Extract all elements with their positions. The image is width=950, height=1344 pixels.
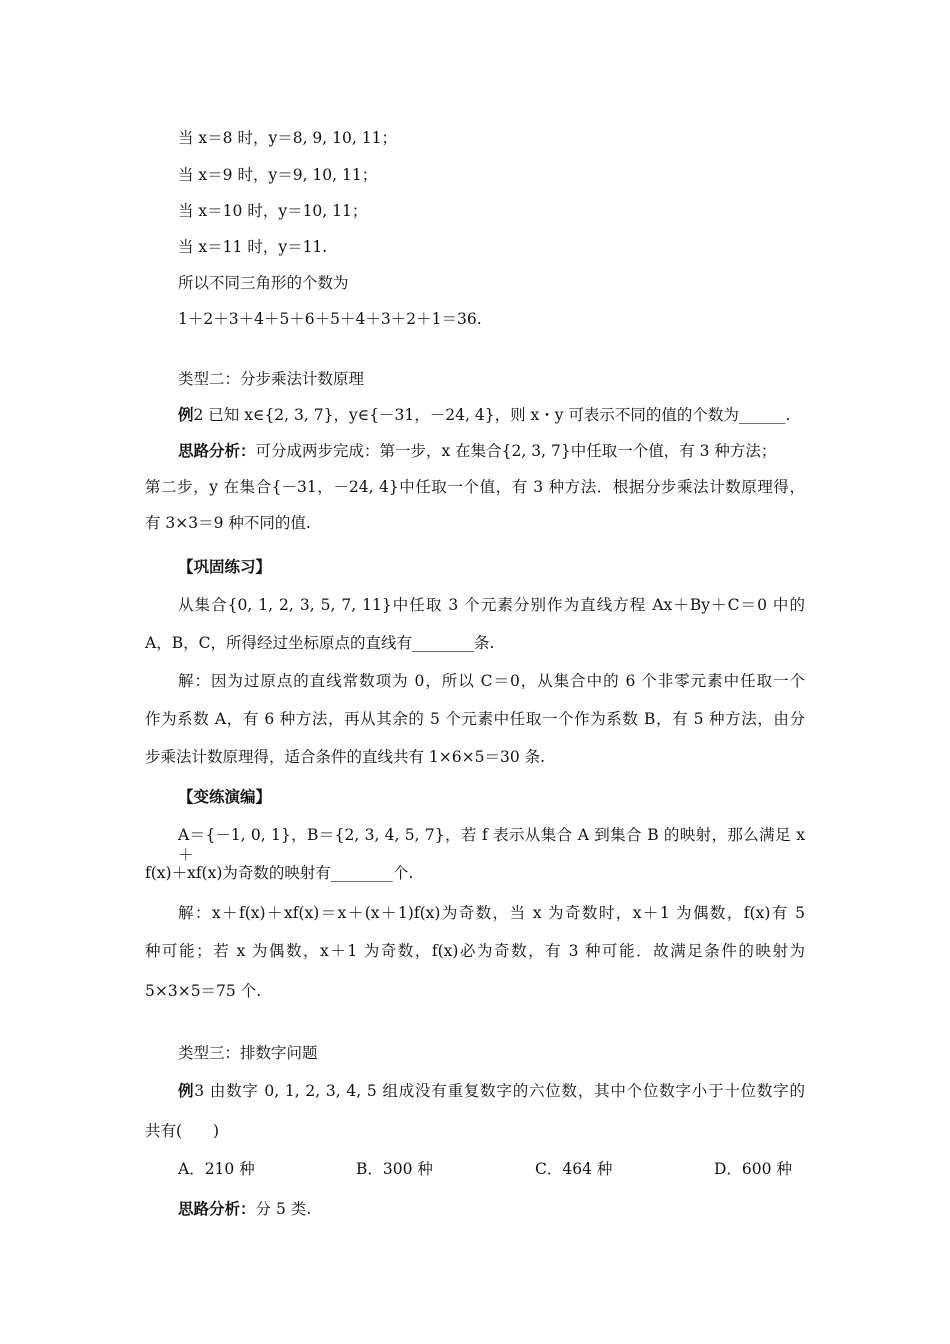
example-3-text: 3 由数字 0, 1, 2, 3, 4, 5 组成没有重复数字的六位数，其中个位数字小于十位数字的 [194, 1082, 805, 1100]
triangle-count-intro: 所以不同三角形的个数为 [178, 274, 349, 292]
variant-solution-line-2: 种可能；若 x 为偶数，x＋1 为奇数，f(x)必为奇数，有 3 种可能．故满足条件的映射为 [145, 942, 805, 960]
practice-question-line-2: A，B，C，所得经过坐标原点的直线有________条. [145, 634, 495, 652]
variant-solution-line-1: 解：x＋f(x)＋xf(x)＝x＋(x＋1)f(x)为奇数，当 x 为奇数时，x＋1 为偶数，f(x)有 5 [178, 904, 805, 922]
variant-question-line-2: f(x)＋xf(x)为奇数的映射有________个. [145, 864, 414, 882]
option-b: B．300 种 [356, 1160, 433, 1178]
variant-question-line-1: A＝{－1, 0, 1}，B＝{2, 3, 4, 5, 7}，若 f 表示从集合 A 到集合 B 的映射，那么满足 x＋ [178, 826, 805, 864]
analysis-2-line-3: 有 3×3＝9 种不同的值. [145, 514, 311, 532]
practice-solution-line-1: 解：因为过原点的直线常数项为 0，所以 C＝0，从集合中的 6 个非零元素中任取一个 [178, 672, 805, 690]
example-2-text: 2 已知 x∈{2, 3, 7}，y∈{－31，－24, 4}，则 x・y 可表示不同的值的个数为______. [193, 406, 791, 424]
analysis-label: 思路分析： [178, 1199, 256, 1218]
case-x-11: 当 x＝11 时，y＝11. [178, 238, 328, 256]
analysis-3: 思路分析：分 5 类. [178, 1199, 312, 1218]
practice-heading: 【巩固练习】 [178, 557, 272, 576]
variant-heading: 【变练演编】 [178, 787, 272, 806]
practice-solution-line-2: 作为系数 A，有 6 种方法，再从其余的 5 个元素中任取一个作为系数 B，有 5 种方法，由分 [145, 710, 805, 728]
case-x-8: 当 x＝8 时，y＝8, 9, 10, 11； [178, 129, 397, 147]
type2-heading: 类型二：分步乘法计数原理 [178, 370, 365, 388]
option-d: D．600 种 [714, 1160, 792, 1178]
variant-solution-line-3: 5×3×5＝75 个. [145, 982, 262, 1000]
type3-heading: 类型三：排数字问题 [178, 1044, 318, 1062]
analysis-2-line-2: 第二步，y 在集合{－31，－24, 4}中任取一个值，有 3 种方法．根据分步乘法计数原理得， [145, 478, 805, 496]
analysis-label: 思路分析： [178, 441, 256, 460]
example-2 [178, 405, 878, 425]
option-c: C．464 种 [535, 1160, 613, 1178]
case-x-9: 当 x＝9 时，y＝9, 10, 11； [178, 166, 378, 184]
example-3-line-1 [178, 1081, 805, 1101]
example-3-line-2: 共有( ) [145, 1122, 220, 1140]
triangle-count-sum: 1＋2＋3＋4＋5＋6＋5＋4＋3＋2＋1＝36. [178, 310, 482, 328]
practice-question-line-1: 从集合{0, 1, 2, 3, 5, 7, 11}中任取 3 个元素分别作为直线方程 Ax＋By＋C＝0 中的 [178, 596, 805, 614]
analysis-2-line-1: 思路分析：可分成两步完成：第一步，x 在集合{2, 3, 7}中任取一个值，有 3 种方法； [178, 441, 777, 460]
option-a: A．210 种 [178, 1160, 255, 1178]
case-x-10: 当 x＝10 时，y＝10, 11； [178, 202, 368, 220]
example-label: 例 [178, 1081, 195, 1100]
practice-solution-line-3: 步乘法计数原理得，适合条件的直线共有 1×6×5＝30 条. [145, 748, 546, 766]
example-label: 例 [178, 405, 194, 424]
